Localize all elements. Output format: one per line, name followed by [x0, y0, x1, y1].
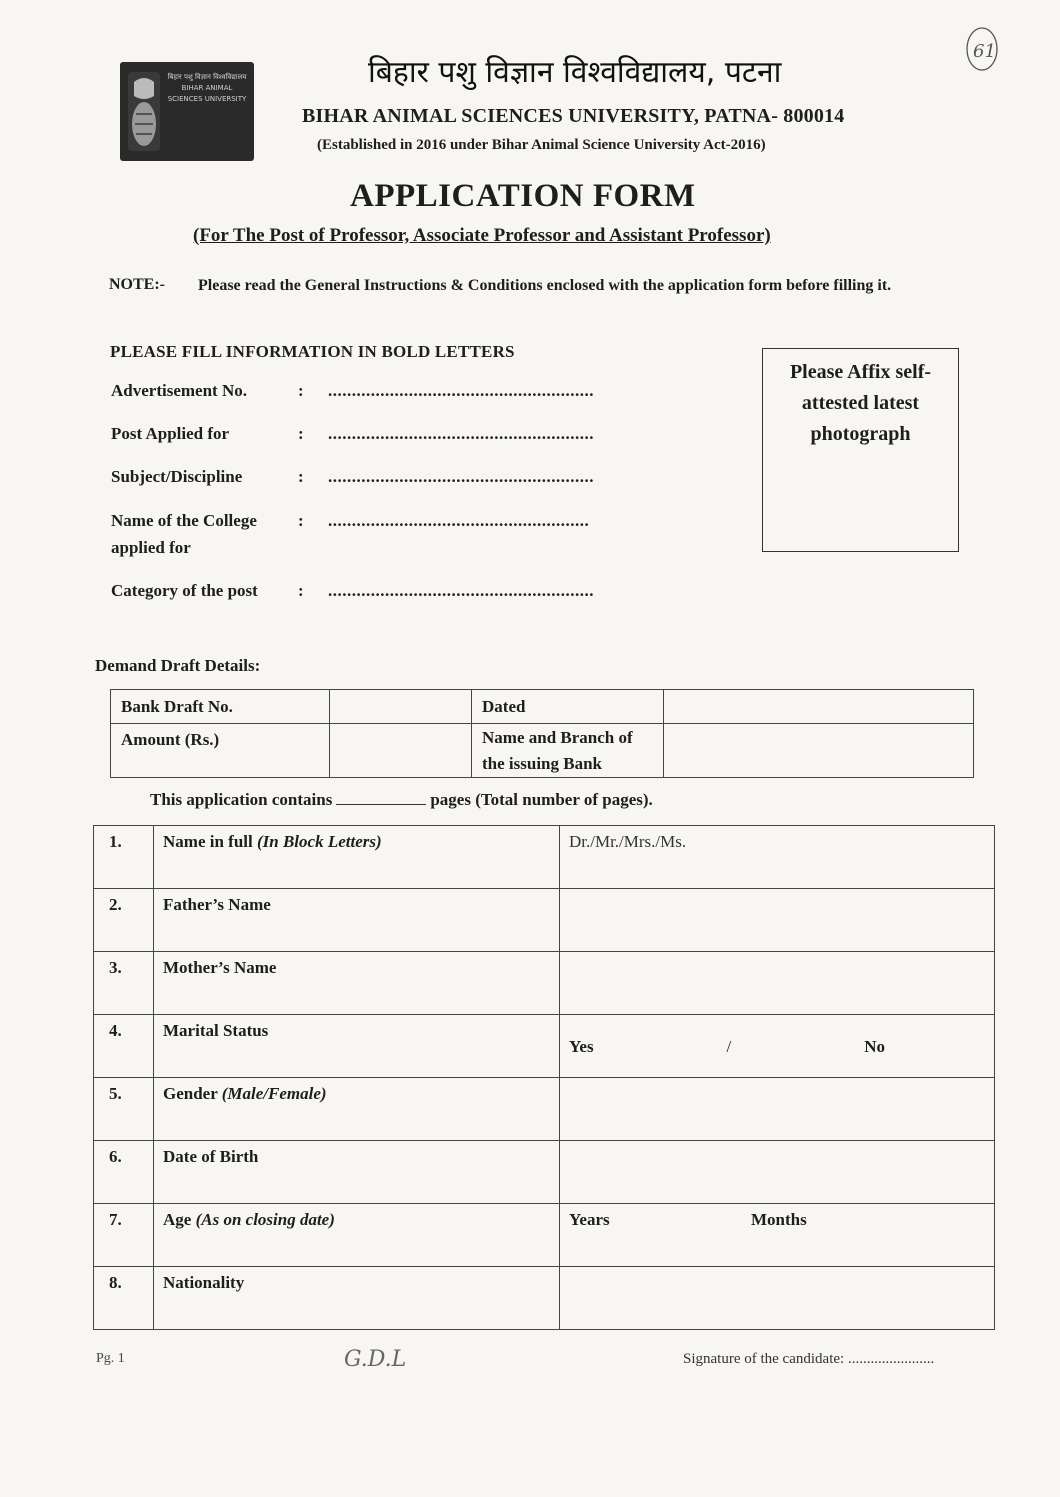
field-colon: : — [298, 424, 304, 443]
issuing-bank-cell[interactable] — [664, 724, 974, 778]
table-row — [94, 1204, 995, 1267]
row-label: Name in full (In Block Letters) — [154, 826, 560, 889]
age-cell[interactable] — [560, 1204, 995, 1267]
marital-status-cell[interactable] — [560, 1015, 995, 1078]
handwritten-initials — [342, 1338, 432, 1378]
pages-count-line — [150, 790, 653, 810]
row-number: 7. — [94, 1204, 154, 1267]
row-label: Date of Birth — [154, 1141, 560, 1204]
pages-suffix: pages (Total number of pages). — [430, 790, 653, 809]
mother-name-cell[interactable] — [560, 952, 995, 1015]
pages-count-field[interactable] — [336, 790, 426, 805]
row-label: Gender (Male/Female) — [154, 1078, 560, 1141]
issuing-bank-label: Name and Branch of the issuing Bank — [472, 724, 664, 778]
bank-draft-no-cell[interactable] — [330, 690, 472, 724]
months-label: Months — [751, 1210, 807, 1229]
row-label: Nationality — [154, 1267, 560, 1330]
row-number: 2. — [94, 889, 154, 952]
category-field[interactable]: ........................................................ — [328, 581, 594, 600]
field-label-subject: Subject/Discipline — [111, 467, 243, 486]
row-label: Mother’s Name — [154, 952, 560, 1015]
university-logo — [120, 62, 254, 161]
note-label: NOTE:- — [109, 276, 165, 293]
established-note: (Established in 2016 under Bihar Animal Science University Act-2016) — [317, 137, 766, 153]
field-colon: : — [298, 467, 304, 486]
yes-option[interactable]: Yes — [569, 1037, 594, 1056]
amount-label: Amount (Rs.) — [111, 724, 330, 778]
pages-prefix: This application contains — [150, 790, 333, 809]
form-title: APPLICATION FORM — [350, 178, 696, 214]
college-name-field[interactable]: ....................................................... — [328, 511, 590, 530]
note-text: Please read the General Instructions & Conditions enclosed with the application form before filling it. — [198, 277, 892, 294]
fill-instruction: PLEASE FILL INFORMATION IN BOLD LETTERS — [110, 342, 515, 361]
table-row — [94, 952, 995, 1015]
svg-text:G.D.L: G.D.L — [344, 1347, 407, 1372]
row-number: 5. — [94, 1078, 154, 1141]
amount-cell[interactable] — [330, 724, 472, 778]
emblem-icon — [126, 68, 162, 155]
dated-cell[interactable] — [664, 690, 974, 724]
table-row — [111, 690, 974, 724]
field-colon: : — [298, 381, 304, 400]
university-title-english: BIHAR ANIMAL SCIENCES UNIVERSITY, PATNA- 800014 — [302, 105, 845, 127]
gender-cell[interactable] — [560, 1078, 995, 1141]
page-number: Pg. 1 — [96, 1351, 125, 1366]
annotation-text: 61 — [973, 41, 996, 62]
no-option[interactable]: No — [864, 1037, 885, 1056]
university-title-hindi: बिहार पशु विज्ञान विश्वविद्यालय, पटना — [368, 55, 782, 90]
table-row — [94, 1015, 995, 1078]
table-row — [94, 1078, 995, 1141]
logo-text: बिहार पशु विज्ञान विश्वविद्यालय BIHAR ANIMAL SCIENCES UNIVERSITY — [167, 73, 247, 103]
separator: / — [726, 1037, 732, 1056]
field-label-advertisement: Advertisement No. — [111, 381, 247, 400]
field-label-category: Category of the post — [111, 581, 258, 600]
post-applied-field[interactable]: ........................................................ — [328, 424, 594, 443]
table-row — [94, 1141, 995, 1204]
personal-details-table — [93, 825, 995, 1330]
photo-instruction: Please Affix self-attested latest photograph — [789, 361, 932, 445]
subject-discipline-field[interactable]: ........................................................ — [328, 467, 594, 486]
father-name-cell[interactable] — [560, 889, 995, 952]
field-colon: : — [298, 581, 304, 600]
handwritten-page-annotation — [962, 24, 1002, 74]
table-row — [94, 1267, 995, 1330]
row-number: 6. — [94, 1141, 154, 1204]
dated-label: Dated — [472, 690, 664, 724]
table-row — [94, 889, 995, 952]
table-row — [94, 826, 995, 889]
row-number: 3. — [94, 952, 154, 1015]
field-colon: : — [298, 511, 304, 530]
demand-draft-heading: Demand Draft Details: — [95, 656, 261, 675]
field-label-post: Post Applied for — [111, 424, 230, 443]
photo-box[interactable] — [762, 348, 959, 552]
field-label-college: Name of the College applied for — [111, 511, 257, 557]
row-label: Father’s Name — [154, 889, 560, 952]
row-label: Marital Status — [154, 1015, 560, 1078]
nationality-cell[interactable] — [560, 1267, 995, 1330]
table-row — [111, 724, 974, 778]
demand-draft-table — [110, 689, 974, 778]
full-name-cell[interactable]: Dr./Mr./Mrs./Ms. — [560, 826, 995, 889]
row-number: 1. — [94, 826, 154, 889]
row-label: Age (As on closing date) — [154, 1204, 560, 1267]
advertisement-no-field[interactable]: ........................................................ — [328, 381, 594, 400]
bank-draft-no-label: Bank Draft No. — [111, 690, 330, 724]
years-label: Years — [569, 1210, 610, 1229]
row-number: 8. — [94, 1267, 154, 1330]
form-subtitle: (For The Post of Professor, Associate Professor and Assistant Professor) — [193, 225, 771, 246]
signature-line[interactable]: Signature of the candidate: ....................... — [683, 1351, 935, 1367]
date-of-birth-cell[interactable] — [560, 1141, 995, 1204]
row-number: 4. — [94, 1015, 154, 1078]
